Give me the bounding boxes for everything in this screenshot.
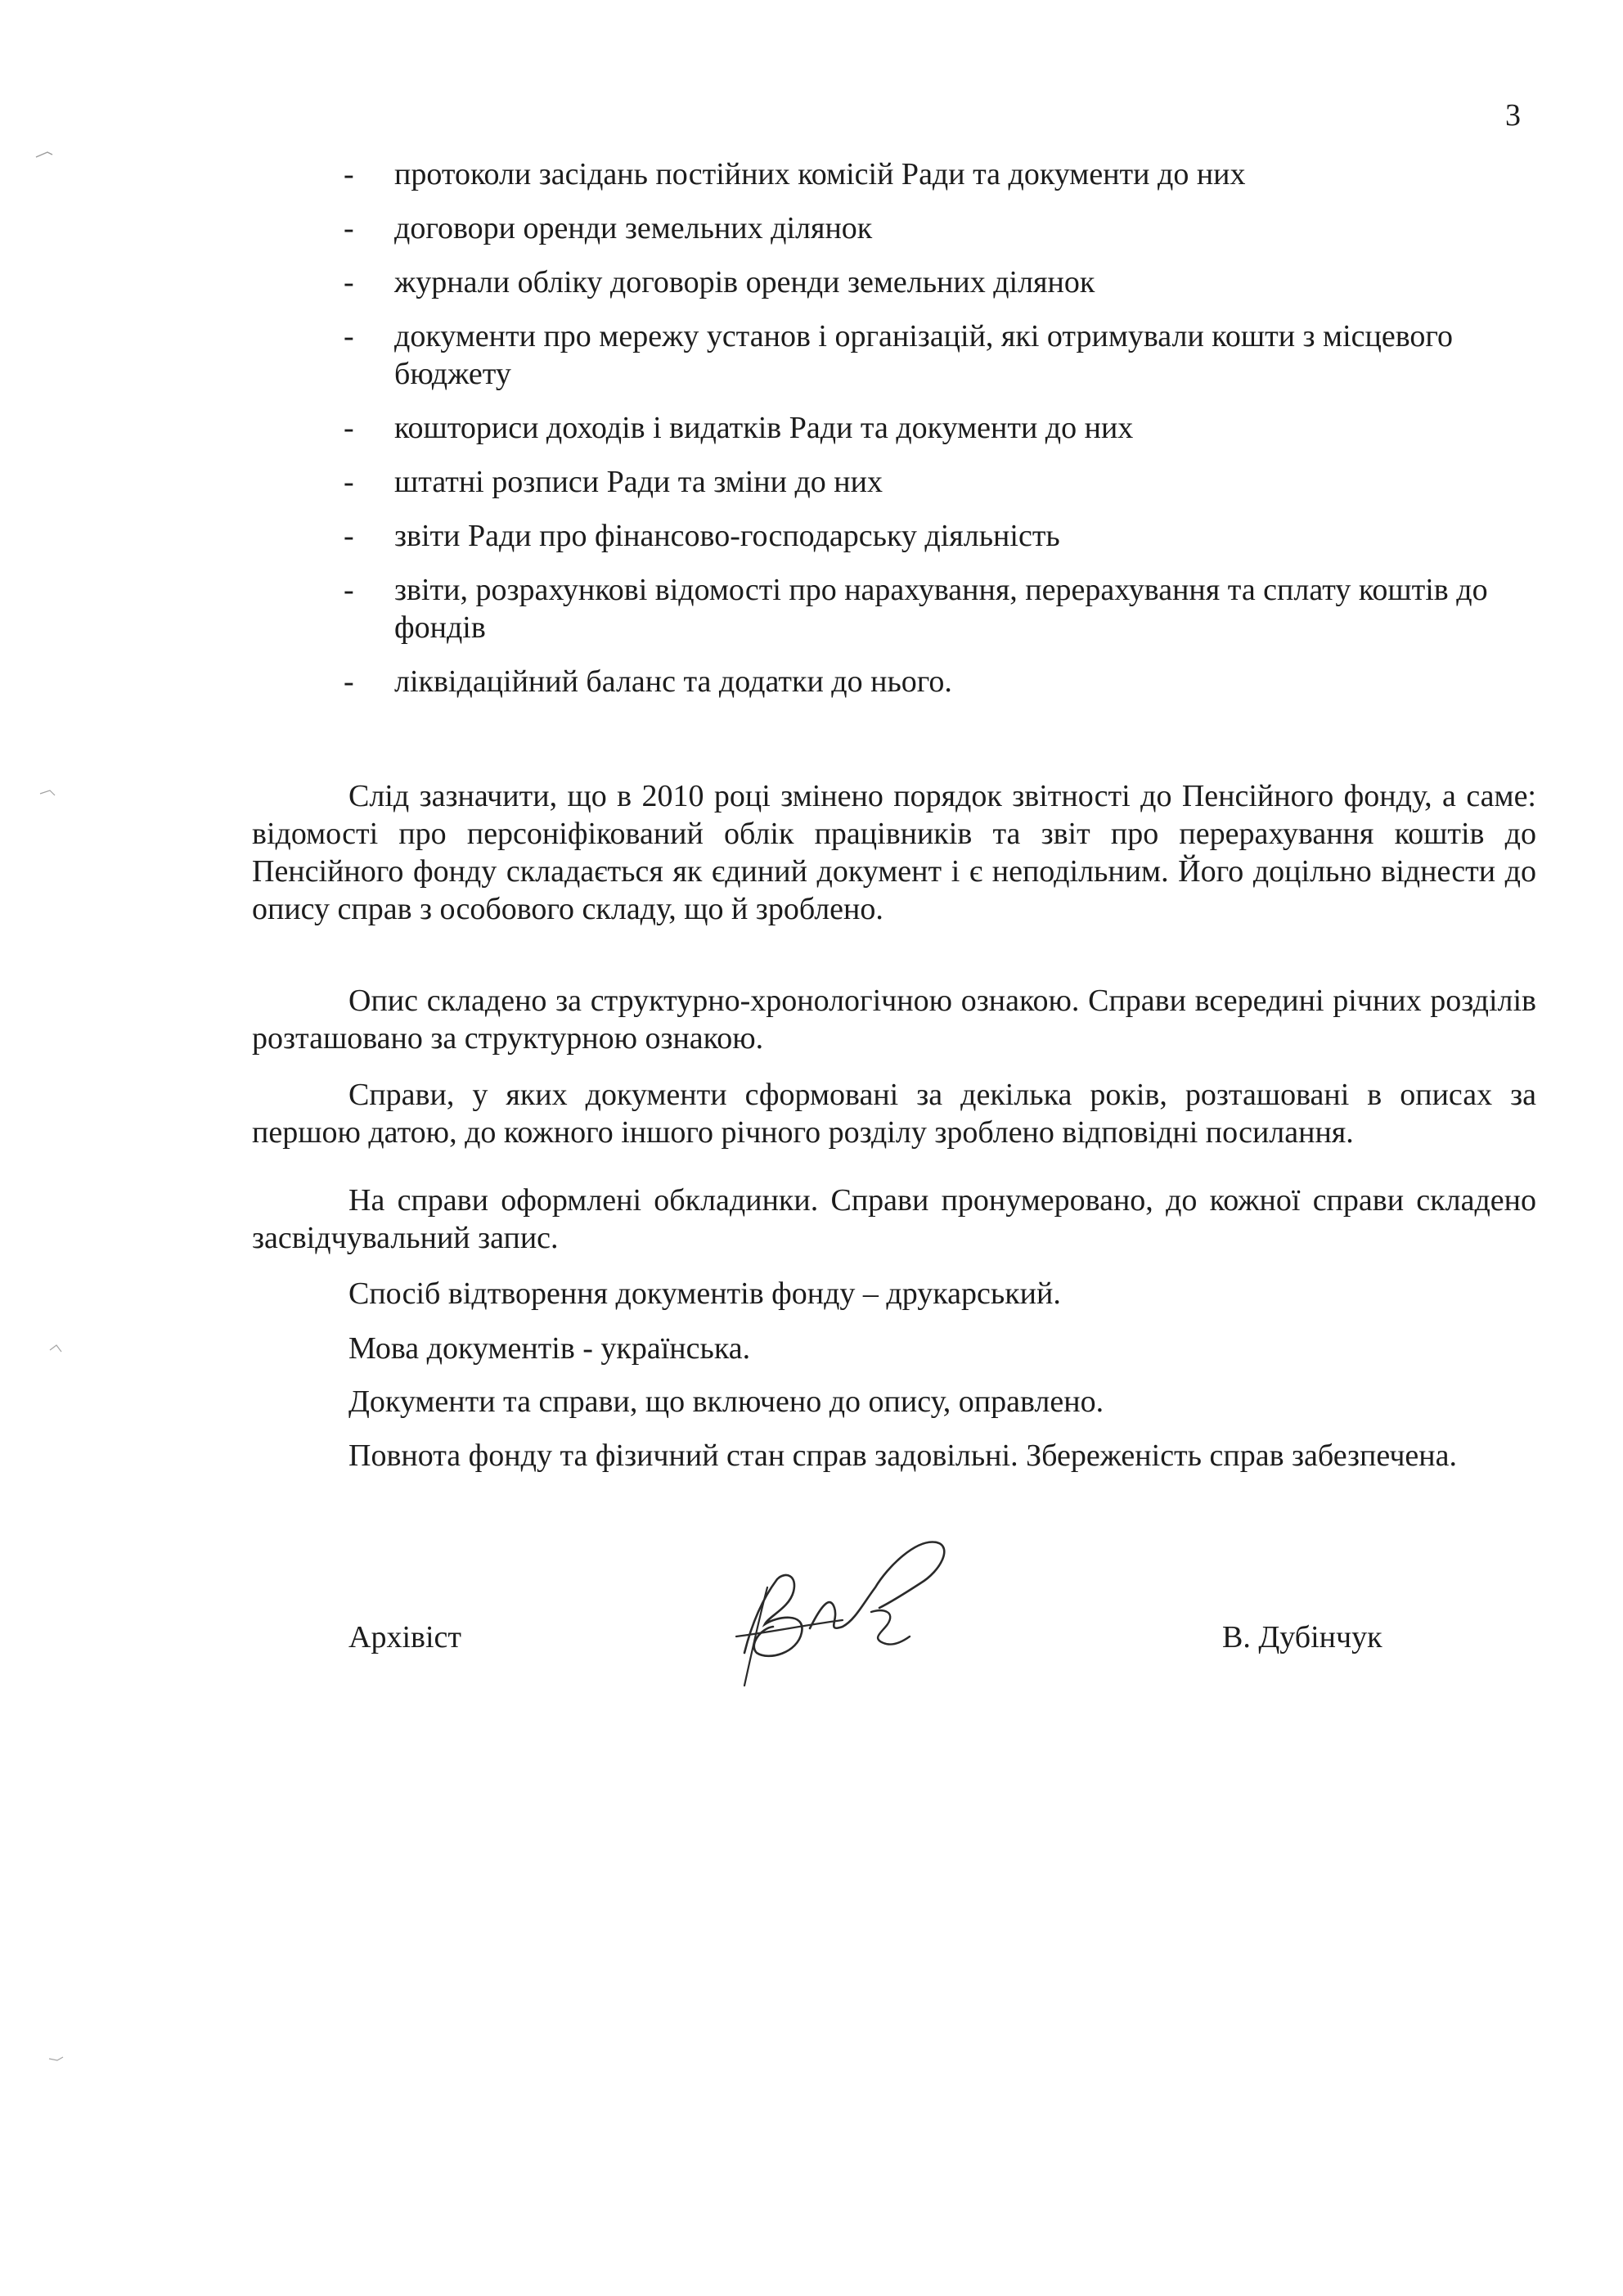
- page-number: 3: [1505, 98, 1521, 133]
- list-item-text: звіти, розрахункові відомості про нарахування, перерахування та сплату коштів до фондів: [394, 573, 1488, 645]
- scan-speck-icon: [37, 786, 61, 802]
- list-item: [344, 263, 1534, 301]
- list-item-text: штатні розписи Ради та зміни до них: [394, 465, 883, 499]
- list-item: [344, 155, 1534, 193]
- list-item-text: договори оренди земельних ділянок: [394, 211, 873, 245]
- list-item: [344, 463, 1534, 501]
- language-line: Мова документів - українська.: [348, 1331, 751, 1366]
- scan-speck-icon: [45, 1340, 70, 1357]
- document-types-list: [344, 155, 1534, 717]
- list-item: [344, 317, 1534, 393]
- signer-name: В. Дубінчук: [1222, 1620, 1382, 1654]
- condition-line: Повнота фонду та фізичний стан справ задовільні. Збереженість справ забезпечена.: [348, 1438, 1457, 1473]
- list-bullet: -: [344, 265, 354, 299]
- list-item-text: звіти Ради про фінансово-господарську діяльність: [394, 519, 1060, 553]
- list-bullet: -: [344, 319, 354, 353]
- scan-speck-icon: [45, 2052, 70, 2069]
- list-item-text: кошториси доходів і видатків Ради та документи до них: [394, 411, 1134, 445]
- reproduction-line: Спосіб відтворення документів фонду – друкарський.: [348, 1276, 1061, 1311]
- list-bullet: -: [344, 211, 354, 245]
- list-item: [344, 517, 1534, 555]
- list-bullet: -: [344, 157, 354, 191]
- list-bullet: -: [344, 573, 354, 607]
- list-item-text: ліквідаційний баланс та додатки до нього.: [394, 664, 952, 699]
- pension-fund-paragraph: Слід зазначити, що в 2010 році змінено порядок звітності до Пенсійного фонду, а саме: відомості про персоніфікований облік працівників та звіт про перерахування коштів до Пенсійного фонду складається як єдиний документ і є неподільним. Його доцільно віднести до опису справ з особового складу, що й зроблено.: [252, 779, 1536, 926]
- scan-speck-icon: [33, 147, 57, 164]
- signer-role: Архівіст: [348, 1620, 461, 1654]
- binding-line: Документи та справи, що включено до опису, оправлено.: [348, 1384, 1104, 1419]
- covers-paragraph: На справи оформлені обкладинки. Справи пронумеровано, до кожної справи складено засвідчувальний запис.: [252, 1183, 1536, 1255]
- list-bullet: -: [344, 411, 354, 445]
- list-item: [344, 209, 1534, 247]
- list-bullet: -: [344, 519, 354, 553]
- list-item-text: документи про мережу установ і організацій, які отримували кошти з місцевого бюджету: [394, 319, 1454, 391]
- list-bullet: -: [344, 664, 354, 699]
- list-item: [344, 571, 1534, 646]
- list-item: [344, 409, 1534, 447]
- handwritten-signature: [720, 1530, 965, 1694]
- list-item: [344, 663, 1534, 700]
- structure-paragraph: Опис складено за структурно-хронологічною ознакою. Справи всередині річних розділів розташовано за структурною ознакою.: [252, 984, 1536, 1056]
- list-item-text: журнали обліку договорів оренди земельних ділянок: [394, 265, 1095, 299]
- list-bullet: -: [344, 465, 354, 499]
- multi-year-paragraph: Справи, у яких документи сформовані за декілька років, розташовані в описах за першою датою, до кожного іншого річного розділу зроблено відповідні посилання.: [252, 1078, 1536, 1150]
- list-item-text: протоколи засідань постійних комісій Ради та документи до них: [394, 157, 1246, 191]
